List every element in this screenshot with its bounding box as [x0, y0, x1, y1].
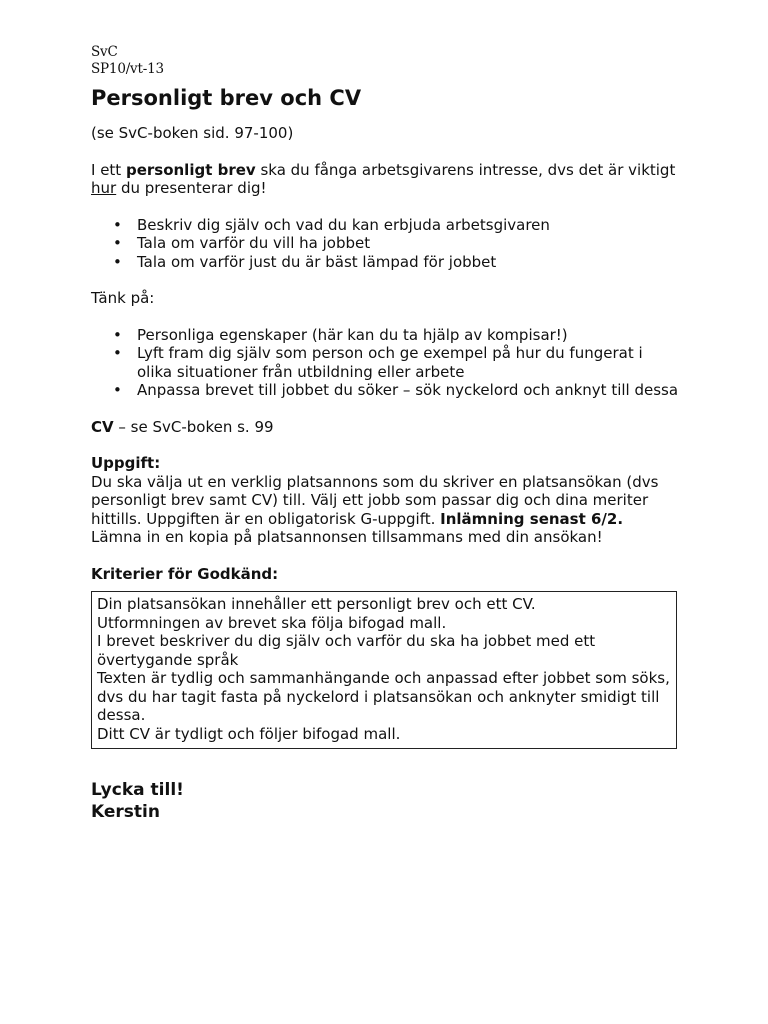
bullet-icon: •: [113, 234, 122, 252]
submit-instruction: Lämna in en kopia på platsannonsen tillsammans med din ansökan!: [91, 528, 603, 546]
list-item: • Tala om varför du vill ha jobbet: [113, 234, 371, 252]
cv-reference: CV – se SvC-boken s. 99: [91, 417, 274, 436]
list-item: • Lyft fram dig själv som person och ge exempel på hur du fungerat i olika situationer från utbildning eller arbete: [113, 344, 643, 381]
bullet-icon: •: [113, 344, 122, 362]
list-item: • Beskriv dig själv och vad du kan erbjuda arbetsgivaren: [113, 215, 550, 234]
bullet-icon: •: [113, 252, 122, 271]
bullet-icon: •: [113, 325, 122, 344]
course-code: SP10/vt-13: [91, 61, 164, 77]
criteria-line: Texten är tydlig och sammanhängande och anpassad efter jobbet som söks, dvs du har tagit fasta på nyckelord i platsansökan och anknyter smidigt till dessa.: [97, 669, 670, 724]
think-label: Tänk på:: [91, 289, 155, 307]
criteria-line: Utformningen av brevet ska följa bifogad mall.: [97, 613, 447, 632]
bullet-list-letter: [91, 216, 681, 272]
list-item: • Anpassa brevet till jobbet du söker – sök nyckelord och anknyt till dessa: [113, 381, 679, 399]
intro-paragraph: I ett personligt brev ska du fånga arbetsgivarens intresse, dvs det är viktigt hur du presenterar dig!: [91, 160, 676, 197]
bullet-icon: •: [113, 381, 122, 399]
criteria-line: Ditt CV är tydligt och följer bifogad mall.: [97, 724, 401, 743]
criteria-line: Din platsansökan innehåller ett personligt brev och ett CV.: [97, 595, 536, 613]
book-reference: (se SvC-boken sid. 97-100): [91, 124, 294, 142]
criteria-heading: Kriterier för Godkänd:: [91, 564, 279, 583]
closing-greeting: Lycka till!: [91, 780, 184, 800]
list-item: • Tala om varför just du är bäst lämpad för jobbet: [113, 252, 497, 271]
document-page: [91, 44, 681, 823]
intro-bold-term: personligt brev: [125, 160, 256, 179]
deadline: Inlämning senast 6/2.: [440, 509, 624, 528]
bullet-icon: •: [113, 215, 122, 234]
closing-signature: Kerstin: [91, 802, 160, 822]
bullet-list-think: [91, 326, 681, 400]
criteria-line: I brevet beskriver du dig själv och varför du ska ha jobbet med ett övertygande språk: [97, 632, 596, 669]
closing: [91, 779, 681, 823]
task-text: Du ska välja ut en verklig platsannons som du skriver en platsansökan (dvs personligt brev samt CV) till. Välj ett jobb som passar dig och dina meriter hittills. Uppgiften är en obligatorisk G-uppgift. Inlämning senast 6/2.: [91, 472, 659, 528]
page-title: Personligt brev och CV: [91, 86, 362, 110]
criteria-box: [91, 591, 677, 749]
task-heading: Uppgift:: [91, 454, 161, 472]
intro-underlined-word: hur: [91, 179, 117, 197]
list-item: • Personliga egenskaper (här kan du ta hjälp av kompisar!): [113, 325, 568, 344]
course-label: SvC: [91, 44, 118, 60]
